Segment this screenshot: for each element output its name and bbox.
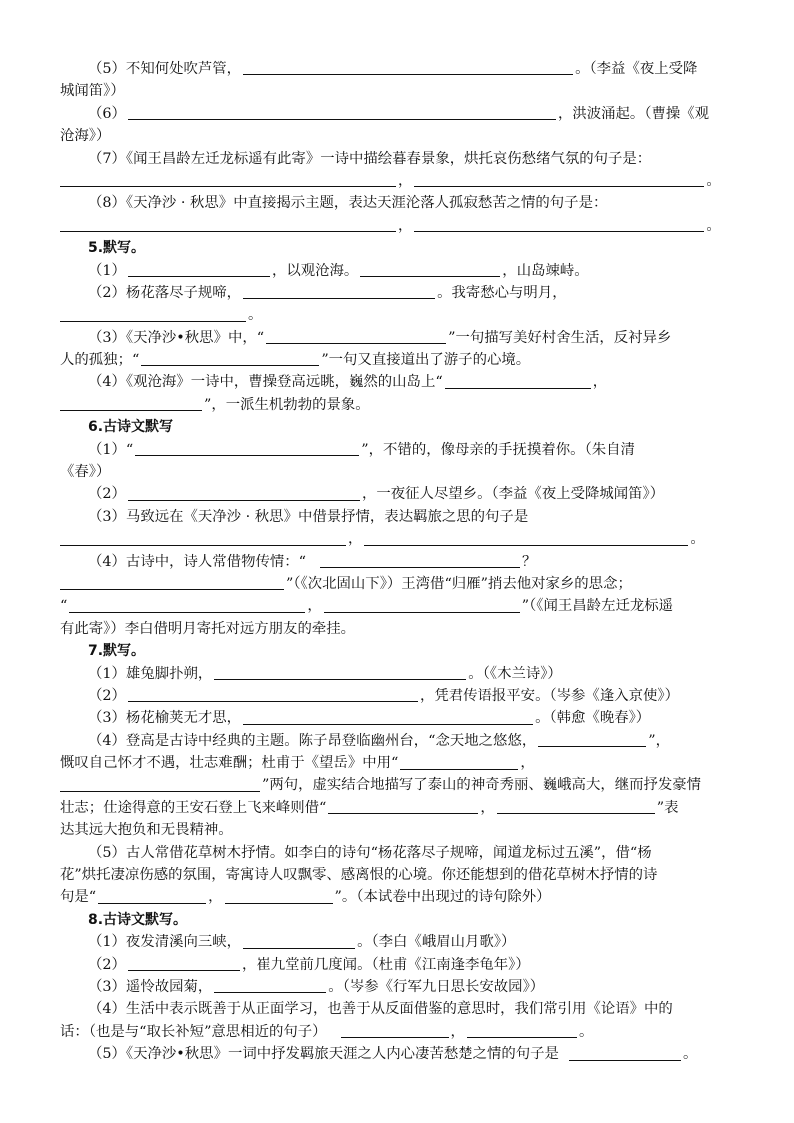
question-text: ， [450,1023,465,1040]
answer-blank[interactable] [360,260,500,277]
question-text: （5）不知何处吹芦管， [88,60,242,77]
question-text: ， [348,531,363,548]
question-line [60,349,736,371]
question-text: （2） [88,486,126,503]
question-text: ”（《闻王昌龄左迁龙标遥 [521,598,674,615]
question-text: （4）登高是古诗中经典的主题。陈子昂登临幽州台，“念天地之悠悠， [88,732,537,749]
question-text: ， [398,172,413,189]
question-text: ，凭君传语报平安。（岑参《逢入京使》） [419,687,679,704]
question-text: （3）《天净沙•秋思》中，“ [88,329,265,346]
question-text: 。 [578,1023,594,1040]
question-text: ”。（本试卷中出现过的诗句除外） [334,889,551,906]
question-text: 。（韩愈《晚春》） [535,710,651,727]
answer-blank[interactable] [243,58,573,75]
question-text: ”一句又直接道出了游子的心境。 [321,352,531,369]
answer-blank[interactable] [60,215,396,232]
question-text: 花”烘托凄凉伤感的氛围，寄寓诗人叹飘零、感离恨的心境。你还能想到的借花草树木抒情的诗 [60,867,658,884]
section-heading [60,640,736,662]
question-text: 慨叹自己怀才不遇，壮志难酬；杜甫于《望岳》中用“ [60,755,399,772]
question-text: ，以观沧海。 [271,262,359,279]
question-text: ？ [521,553,537,570]
question-line [60,797,736,819]
question-text: 。（李白《峨眉山月歌》） [357,934,516,951]
question-text: 。我寄愁心与明月， [437,284,567,301]
answer-blank[interactable] [141,349,319,366]
question-line [60,752,736,774]
section-heading [60,416,736,438]
section-heading [60,237,736,259]
answer-blank[interactable] [414,215,704,232]
question-text: （5）古人常借花草树木抒情。如李白的诗句“杨花落尽子规啼，闻道龙标过五溪”，借“杨 [88,844,652,861]
question-text: （1） [88,262,126,279]
answer-blank[interactable] [128,103,556,120]
question-text: ，一夜征人尽望乡。（李益《夜上受降城闻笛》） [361,486,665,503]
question-text: ”，不错的，像母亲的手抚摸着你。（朱自清 [361,441,635,458]
question-line [60,327,736,349]
question-line [60,775,736,797]
question-text: ，洪波涌起。（曹操《观 [557,105,710,122]
answer-blank[interactable] [243,708,533,725]
question-line [60,842,736,864]
answer-blank[interactable] [60,775,260,792]
question-text: ”，一派生机勃勃的景象。 [204,396,370,413]
answer-blank[interactable] [128,954,240,971]
question-text: “ [60,598,68,615]
question-text: ”表 [656,799,679,816]
answer-blank[interactable] [60,529,346,546]
question-line [60,663,736,685]
question-text: ， [592,374,608,391]
question-text: （1）夜发清溪向三峡， [88,934,242,951]
question-line [60,260,736,282]
question-text: 。（李益《夜上受降 [575,60,698,77]
answer-blank[interactable] [98,887,206,904]
answer-blank[interactable] [328,797,478,814]
answer-blank[interactable] [60,305,246,322]
question-text: 。（《木兰诗》） [468,665,562,682]
question-text: ， [398,217,413,234]
question-line [60,170,736,192]
answer-blank[interactable] [243,932,355,949]
answer-blank[interactable] [128,484,360,501]
question-line [60,103,736,125]
question-text: （4）生活中表示既善于从正面学习，也善于从反面借鉴的意思时，我们常引用《论语》中的 [88,1001,673,1018]
answer-blank[interactable] [467,1021,577,1038]
section-title: 6.古诗文默写 [88,419,174,436]
question-line [60,58,736,80]
answer-blank[interactable] [266,327,446,344]
question-text: （1）雄兔脚扑朔， [88,665,213,682]
question-line [60,148,736,170]
question-text: （3）杨花榆荚无才思， [88,710,242,727]
question-line [60,394,736,416]
question-text: 《春》） [60,464,111,481]
question-text: 城闻笛》） [60,83,125,100]
answer-blank[interactable] [569,1044,681,1061]
question-text: ，山岛竦峙。 [502,262,589,279]
question-text: ”一句描写美好村舍生活，反衬异乡 [448,329,672,346]
answer-blank[interactable] [400,753,518,770]
answer-blank[interactable] [60,170,396,187]
question-text: 。 [248,307,263,324]
question-text: （1）“ [88,441,134,458]
question-line [60,954,736,976]
question-line [60,528,736,550]
question-text: （2） [88,956,126,973]
question-text: 有此寄》）李白借明月寄托对远方朋友的牵挂。 [60,620,356,637]
question-text: 话：（也是与“取长补短”意思相近的句子） [60,1023,327,1040]
answer-blank[interactable] [128,685,418,702]
answer-blank[interactable] [445,372,591,389]
section-heading [60,909,736,931]
question-text: （6） [88,105,126,122]
question-line [60,192,736,214]
question-line [60,573,736,595]
answer-blank[interactable] [225,887,333,904]
answer-blank[interactable] [497,797,655,814]
section-title: 8.古诗文默写。 [88,911,188,928]
question-line [60,1043,736,1065]
answer-blank[interactable] [128,260,270,277]
question-line [60,483,736,505]
answer-blank[interactable] [364,529,688,546]
question-text: 壮志；仕途得意的王安石登上飞来峰则借“ [60,799,327,816]
answer-blank[interactable] [324,596,520,613]
question-text: 达其远大抱负和无畏精神。 [60,822,233,839]
answer-blank[interactable] [538,730,646,747]
question-text: ， [480,799,495,816]
question-text: （4）古诗中，诗人常借物传情：“ [88,553,306,570]
question-line [60,282,736,304]
question-line [60,998,736,1020]
answer-blank[interactable] [214,976,326,993]
question-line [60,215,736,237]
question-line [60,931,736,953]
question-text: ， [208,889,223,906]
answer-blank[interactable] [341,1021,449,1038]
question-line [60,819,736,841]
question-line [60,618,736,640]
question-line [60,304,736,326]
question-line [60,439,736,461]
question-text: 。（岑参《行军九日思长安故园》） [328,979,545,995]
question-text: （7）《闻王昌龄左迁龙标遥有此寄》一诗中描绘暮春景象，烘托哀伤愁绪气氛的句子是： [88,150,652,167]
question-text: 句是“ [60,889,97,906]
question-text: （2）杨花落尽子规啼， [88,284,242,301]
question-text: ”（《次北固山下》）王湾借“归雁”捎去他对家乡的思念； [286,575,632,592]
question-text: （2） [88,687,126,704]
question-line [60,976,736,998]
answer-blank[interactable] [320,551,520,568]
question-text: （5）《天净沙•秋思》一词中抒发羁旅天涯之人内心凄苦愁楚之情的句子是 [88,1046,559,1063]
question-line [60,707,736,729]
question-text: （3）马致远在《天净沙 · 秋思》中借景抒情，表达羁旅之思的句子是 [88,508,529,525]
question-text: ”两句，虚实结合地描写了泰山的神奇秀丽、巍峨高大，继而抒发豪情 [262,777,702,794]
worksheet-page [60,58,736,1066]
question-line [60,551,736,573]
answer-blank[interactable] [243,282,435,299]
question-text: （3）遥怜故园菊， [88,979,213,995]
question-line [60,125,736,147]
question-line [60,371,736,393]
section-title: 5.默写。 [88,240,146,257]
question-line [60,80,736,102]
question-line [60,864,736,886]
question-text: 人的孤独；“ [60,352,140,369]
question-line [60,595,736,617]
question-text: ， [307,598,322,615]
question-text: ， [520,755,535,772]
answer-blank[interactable] [414,170,704,187]
answer-blank[interactable] [60,573,284,590]
question-text: ”， [648,732,670,749]
answer-blank[interactable] [214,663,466,680]
question-line [60,730,736,752]
answer-blank[interactable] [135,439,359,456]
question-text: 。 [706,172,721,189]
question-text: （4）《观沧海》一诗中，曹操登高远眺，巍然的山岛上“ [88,374,443,391]
question-line [60,886,736,908]
question-text: （8）《天净沙 · 秋思》中直接揭示主题，表达天涯沦落人孤寂愁苦之情的句子是： [88,195,608,212]
question-line [60,685,736,707]
question-text: 。 [706,217,721,234]
answer-blank[interactable] [60,394,202,411]
question-text: 。 [690,531,705,548]
question-line [60,1021,736,1043]
question-line [60,461,736,483]
answer-blank[interactable] [69,596,305,613]
question-text: ，崔九堂前几度闻。（杜甫《江南逢李龟年》） [241,956,530,973]
question-text: 。 [682,1046,698,1063]
question-text: 沧海》） [60,128,111,145]
section-title: 7.默写。 [88,643,146,660]
question-line [60,506,736,528]
